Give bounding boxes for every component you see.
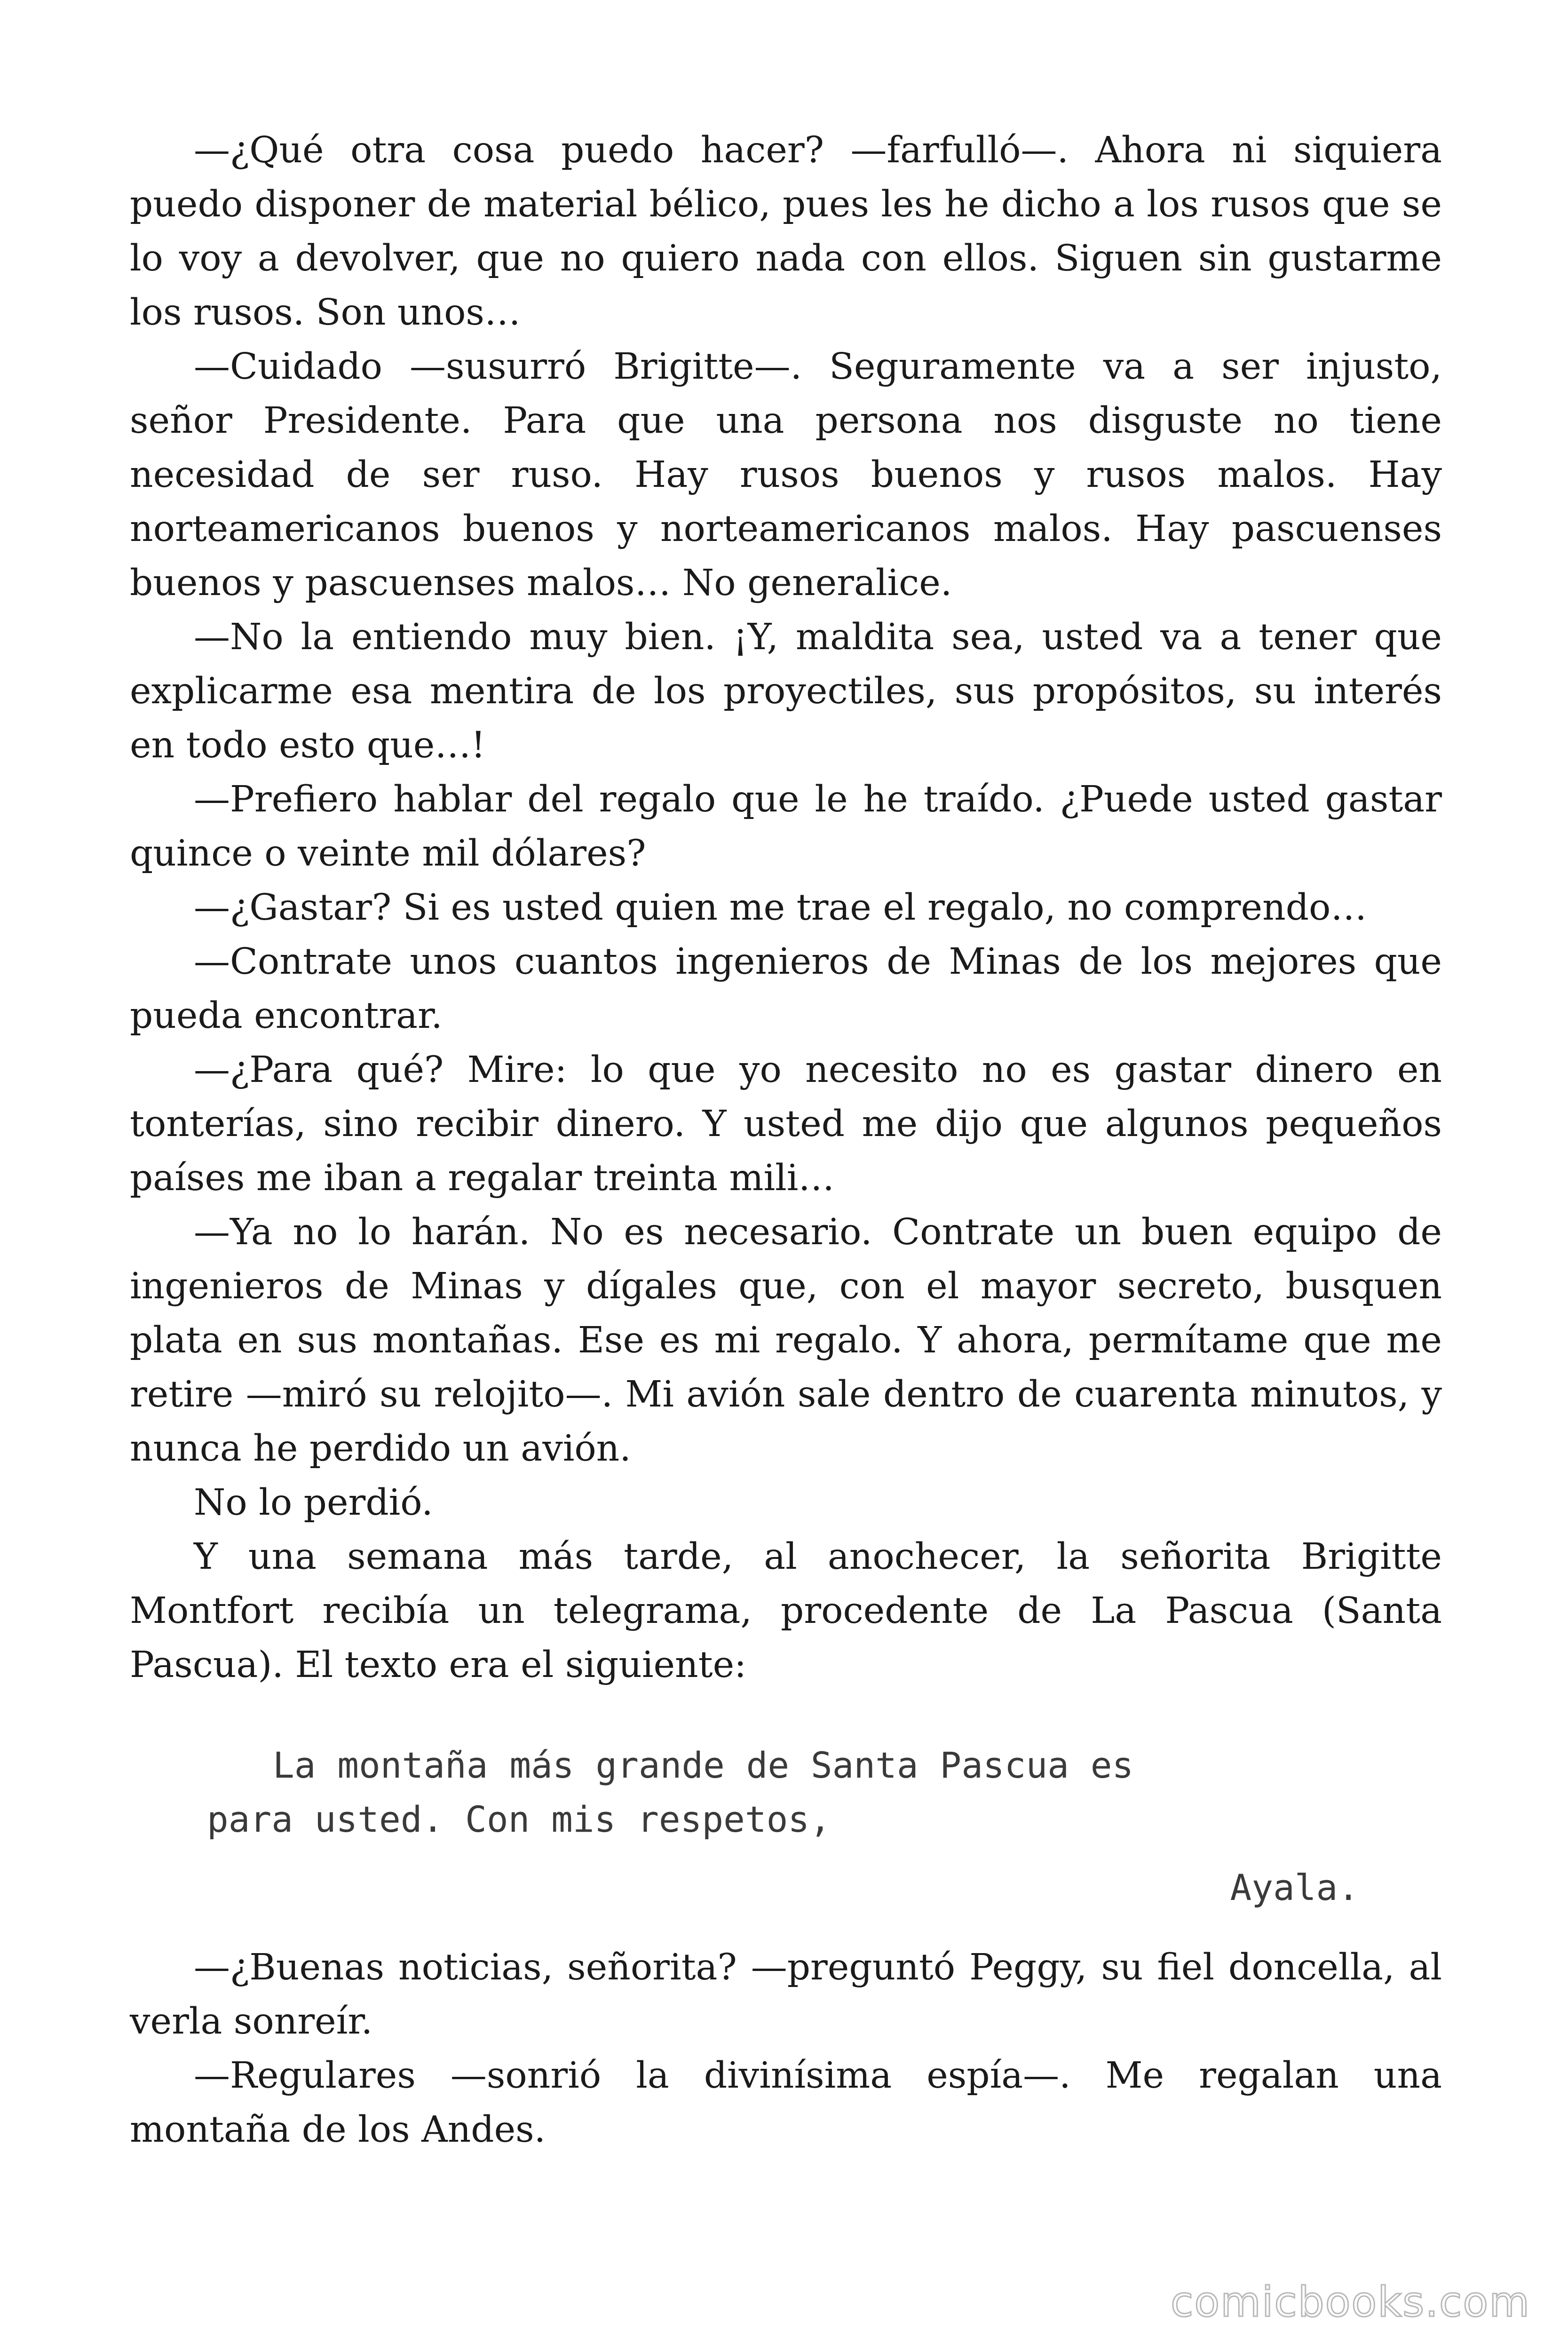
telegram-line-2: para usted. Con mis respetos, xyxy=(207,1798,831,1840)
watermark: comicbooks.com xyxy=(1170,2278,1530,2326)
telegram-text xyxy=(207,1738,1373,1915)
telegram-line-1: La montaña más grande de Santa Pascua es xyxy=(273,1744,1134,1786)
paragraph-10: Y una semana más tarde, al anochecer, la señorita Brigitte Montfort recibía un telegrama, procedente de La Pascua (Santa Pascua). El texto era el siguiente: xyxy=(130,1536,1442,1686)
closing-paragraph-2: —Regulares —sonrió la divinísima espía—. Me regalan una montaña de los Andes. xyxy=(130,2055,1442,2151)
paragraph-6: —Contrate unos cuantos ingenieros de Minas de los mejores que pueda encontrar. xyxy=(130,941,1442,1037)
paragraph-3: —No la entiendo muy bien. ¡Y, maldita sea, usted va a tener que explicarme esa mentira de los proyectiles, sus propósitos, su interés en todo esto que…! xyxy=(130,616,1442,766)
paragraph-9: No lo perdió. xyxy=(194,1482,433,1524)
body-text xyxy=(130,123,1442,1692)
closing-text xyxy=(130,1940,1442,2157)
telegram-signature: Ayala. xyxy=(1230,1867,1359,1908)
paragraph-7: —¿Para qué? Mire: lo que yo necesito no es gastar dinero en tonterías, sino recibir dinero. Y usted me dijo que algunos pequeños países me iban a regalar treinta mili… xyxy=(130,1049,1442,1199)
paragraph-1: —¿Qué otra cosa puedo hacer? —farfulló—. Ahora ni siquiera puedo disponer de material bélico, pues les he dicho a los rusos que se lo voy a devolver, que no quiero nada con ellos. Siguen sin gustarme los rusos. Son unos… xyxy=(130,129,1442,334)
paragraph-5: —¿Gastar? Si es usted quien me trae el regalo, no comprendo… xyxy=(194,887,1367,929)
paragraph-2: —Cuidado —susurró Brigitte—. Seguramente va a ser injusto, señor Presidente. Para que una persona nos disguste no tiene necesidad de ser ruso. Hay rusos buenos y rusos malos. Hay norteamericanos buenos y norteamericanos malos. Hay pascuenses buenos y pascuenses malos… No generalice. xyxy=(130,346,1442,604)
closing-paragraph-1: —¿Buenas noticias, señorita? —preguntó Peggy, su fiel doncella, al verla sonreír. xyxy=(130,1947,1442,2042)
paragraph-8: —Ya no lo harán. No es necesario. Contrate un buen equipo de ingenieros de Minas y dígales que, con el mayor secreto, busquen plata en sus montañas. Ese es mi regalo. Y ahora, permítame que me retire —miró su relojito—. Mi avión sale dentro de cuarenta minutos, y nunca he perdido un avión. xyxy=(130,1211,1442,1470)
paragraph-4: —Prefiero hablar del regalo que le he traído. ¿Puede usted gastar quince o veinte mil dólares? xyxy=(130,779,1442,874)
